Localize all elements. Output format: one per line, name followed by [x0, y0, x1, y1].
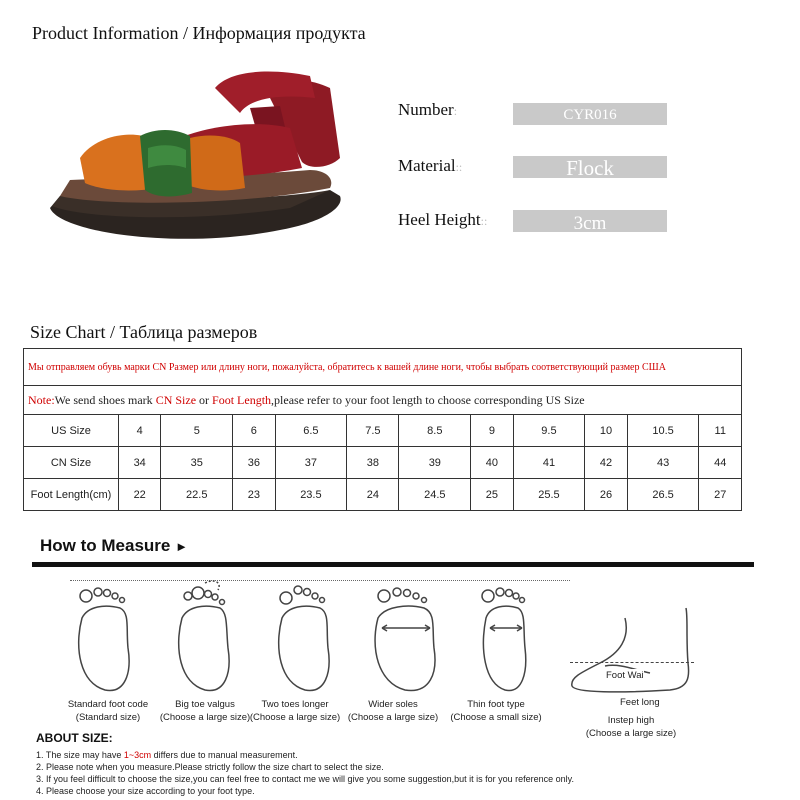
foot-wai-label: Foot Wai	[606, 670, 644, 681]
table-cell: 41	[513, 447, 585, 479]
wider-soles-foot-icon	[375, 588, 435, 690]
section-divider	[32, 562, 754, 567]
foot-length-row	[24, 479, 742, 511]
two-toes-longer-foot-icon	[279, 586, 329, 690]
table-cell: 44	[699, 447, 742, 479]
big-toe-valgus-foot-icon	[179, 581, 229, 691]
table-cell: 42	[585, 447, 627, 479]
us-size-row	[24, 415, 742, 447]
table-cell: 22.5	[161, 479, 233, 511]
table-cell: 25.5	[513, 479, 585, 511]
table-cell: 40	[471, 447, 513, 479]
table-cell: 38	[347, 447, 399, 479]
table-cell: 4	[119, 415, 161, 447]
table-cell: 43	[627, 447, 699, 479]
foot-illustrations	[60, 578, 760, 700]
table-cell: 34	[119, 447, 161, 479]
material-label: Material::	[398, 156, 463, 175]
table-cell: 8.5	[399, 415, 471, 447]
table-cell: 35	[161, 447, 233, 479]
about-size-item: 2. Please note when you measure.Please strictly follow the size chart to select the size.	[36, 762, 384, 772]
about-size-item: 4. Please choose your size according to your foot type.	[36, 786, 255, 796]
table-cell: 26	[585, 479, 627, 511]
foot-caption: Instep high (Choose a large size)	[585, 715, 677, 739]
foot-caption: Two toes longer (Choose a large size)	[249, 699, 341, 723]
table-cell: 36	[233, 447, 275, 479]
heel-height-label: Heel Height::	[398, 210, 488, 229]
about-size-title: ABOUT SIZE:	[36, 731, 113, 745]
table-cell: 24	[347, 479, 399, 511]
size-chart-title: Size Chart / Таблица размеров	[30, 322, 258, 342]
cn-size-row	[24, 447, 742, 479]
size-note-russian: Мы отправляем обувь марки CN Размер или длину ноги, пожалуйста, обратитесь к вашей длине ноги, чтобы выбрать соответствующий размер США	[24, 349, 742, 386]
foot-caption: Big toe valgus (Choose a large size)	[159, 699, 251, 723]
instep-guide-line	[570, 662, 694, 664]
table-cell: 24.5	[399, 479, 471, 511]
feet-long-label: Feet long	[620, 697, 660, 708]
row-label: US Size	[24, 415, 119, 447]
table-cell: 26.5	[627, 479, 699, 511]
size-note-english: Note:We send shoes mark CN Size or Foot Length,please refer to your foot length to choose corresponding US Size	[24, 386, 742, 415]
table-cell: 9	[471, 415, 513, 447]
table-cell: 11	[699, 415, 742, 447]
table-cell: 39	[399, 447, 471, 479]
table-cell: 6	[233, 415, 275, 447]
row-label: Foot Length(cm)	[24, 479, 119, 511]
table-cell: 23.5	[275, 479, 347, 511]
arrow-right-icon: ►	[175, 539, 188, 554]
table-cell: 5	[161, 415, 233, 447]
number-label: Number:	[398, 100, 458, 119]
thin-foot-icon	[482, 588, 526, 690]
how-to-measure-title: How to Measure ►	[40, 536, 188, 555]
foot-caption: Wider soles (Choose a large size)	[347, 699, 439, 723]
material-value-box: Flock	[513, 156, 667, 178]
table-cell: 9.5	[513, 415, 585, 447]
about-size-item: 1. The size may have 1~3cm differs due to manual measurement.	[36, 750, 298, 760]
row-label: CN Size	[24, 447, 119, 479]
table-cell: 37	[275, 447, 347, 479]
table-cell: 23	[233, 479, 275, 511]
foot-caption: Standard foot code (Standard size)	[67, 699, 149, 723]
table-cell: 27	[699, 479, 742, 511]
standard-foot-icon	[79, 588, 129, 690]
about-size-item: 3. If you feel difficult to choose the size,you can feel free to contact me we will give you some suggestion,but it is for you reference only.	[36, 774, 574, 784]
table-cell: 25	[471, 479, 513, 511]
foot-caption: Thin foot type (Choose a small size)	[450, 699, 542, 723]
product-info-title: Product Information / Информация продукта	[32, 23, 366, 43]
table-cell: 7.5	[347, 415, 399, 447]
table-cell: 10	[585, 415, 627, 447]
table-cell: 10.5	[627, 415, 699, 447]
table-cell: 22	[119, 479, 161, 511]
number-value-box: CYR016	[513, 103, 667, 125]
table-cell: 6.5	[275, 415, 347, 447]
size-table	[23, 348, 742, 511]
product-image	[40, 58, 380, 258]
heel-height-value-box: 3cm	[513, 210, 667, 232]
